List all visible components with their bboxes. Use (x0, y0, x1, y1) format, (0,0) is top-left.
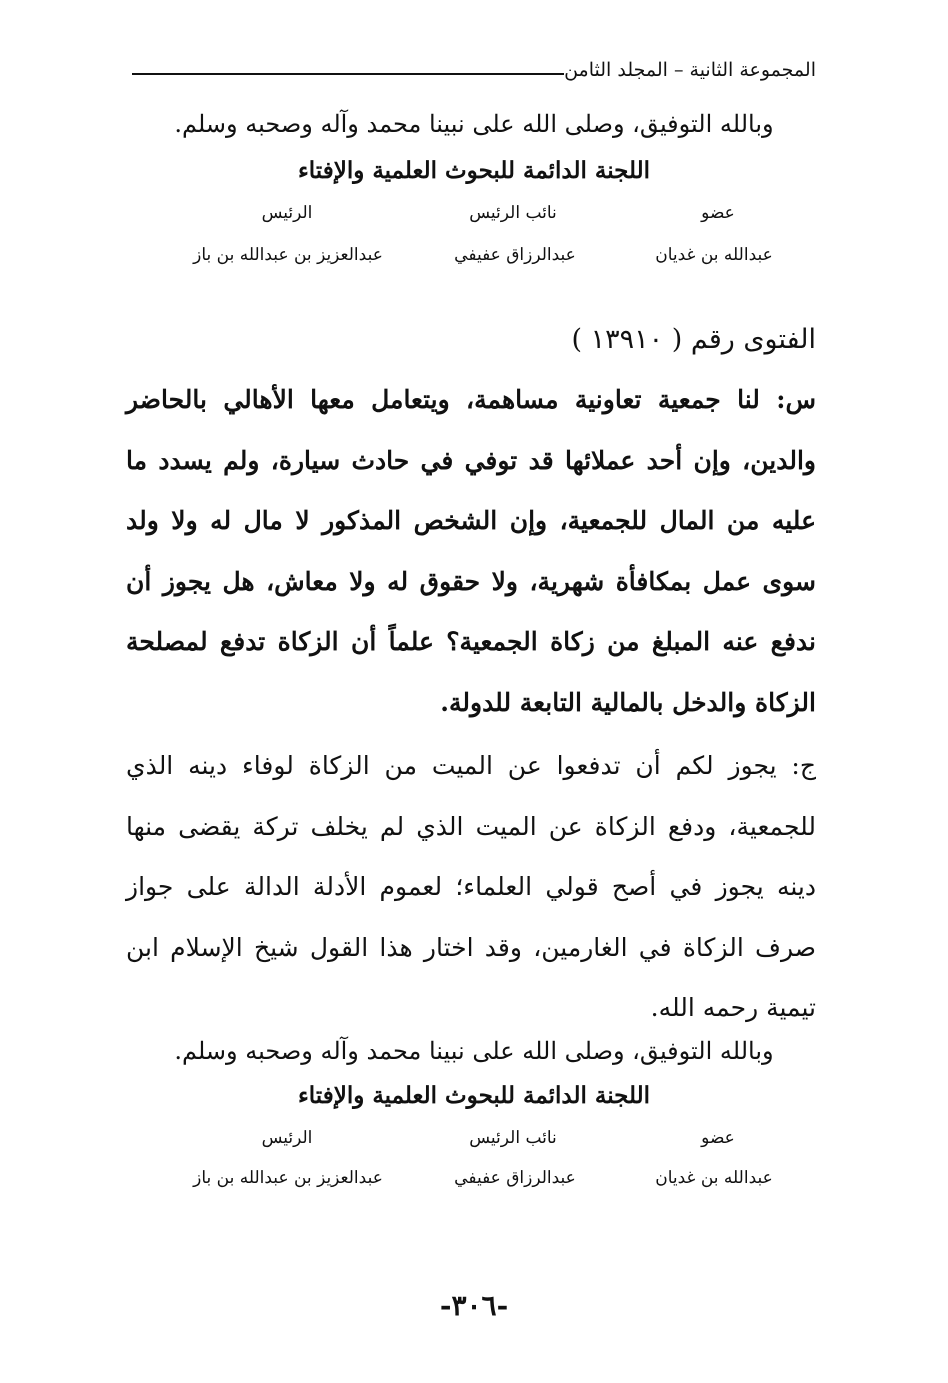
signatory-title-member: عضو (701, 1128, 735, 1148)
signatory-name-president: عبدالعزيز بن عبدالله بن باز (193, 245, 383, 265)
signatory-name-member: عبدالله بن غديان (655, 1168, 773, 1188)
signatory-name-vice-president: عبدالرزاق عفيفي (454, 1168, 576, 1188)
header-rule (132, 73, 564, 75)
fatwa-question: س: لنا جمعية تعاونية مساهمة، ويتعامل معها الأهالي بالحاضر والدين، وإن أحد عملائها قد توفي في حادث سيارة، ولم يسدد ما عليه من المال للجمعية، وإن الشخص المذكور لا مال له ولا ولد سوى عمل بمكافأة شهرية، ولا حقوق له ولا معاش، هل يجوز أن ندفع عنه المبلغ من زكاة الجمعية؟ علماً أن الزكاة تدفع لمصلحة الزكاة والدخل بالمالية التابعة للدولة. (126, 385, 816, 717)
closing-formula: وبالله التوفيق، وصلى الله على نبينا محمد وآله وصحبه وسلم. (174, 110, 774, 138)
signatory-title-vice-president: نائب الرئيس (469, 203, 557, 223)
signatory-name-vice-president: عبدالرزاق عفيفي (454, 245, 576, 265)
signatory-title-president: الرئيس (261, 203, 313, 223)
closing-formula: وبالله التوفيق، وصلى الله على نبينا محمد وآله وصحبه وسلم. (174, 1037, 774, 1065)
fatwa-answer: ج: يجوز لكم أن تدفعوا عن الميت من الزكاة لوفاء دينه الذي للجمعية، ودفع الزكاة عن الميت الذي لم يخلف تركة يقضى منها دينه يجوز في أصح قولي العلماء؛ لعموم الأدلة الدالة على جواز صرف الزكاة في الغارمين، وقد اختار هذا القول شيخ الإسلام ابن تيمية رحمه الله. (126, 751, 816, 1022)
fatwa-number: الفتوى رقم ( ١٣٩١٠ ) (571, 324, 816, 355)
signatory-title-member: عضو (701, 203, 735, 223)
page-number: -٣٠٦- (439, 1289, 509, 1322)
committee-name: اللجنة الدائمة للبحوث العلمية والإفتاء (297, 157, 651, 184)
running-header: المجموعة الثانية – المجلد الثامن (564, 59, 816, 81)
signatory-title-president: الرئيس (261, 1128, 313, 1148)
signatory-title-vice-president: نائب الرئيس (469, 1128, 557, 1148)
signatory-name-member: عبدالله بن غديان (655, 245, 773, 265)
signatory-name-president: عبدالعزيز بن عبدالله بن باز (193, 1168, 383, 1188)
committee-name: اللجنة الدائمة للبحوث العلمية والإفتاء (297, 1082, 651, 1109)
